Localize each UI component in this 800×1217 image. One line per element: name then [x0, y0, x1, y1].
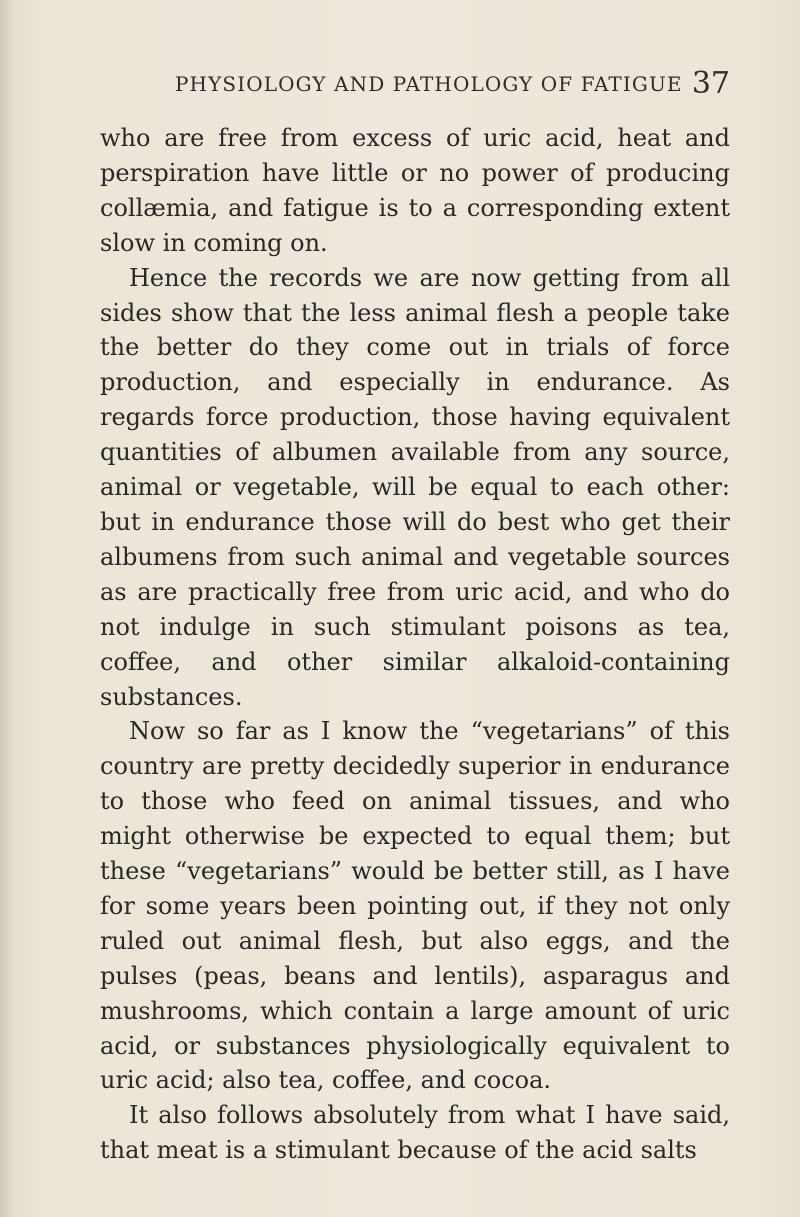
page-header [175, 66, 730, 102]
paragraph-continuation: who are free from excess of uric acid, heat and perspiration have little or no power of producing collæmia, and fatigue is to a corresponding extent slow in coming on. [100, 124, 730, 257]
body-text [100, 121, 730, 1168]
paragraph: Now so far as I know the “vegetarians” of this country are pretty decidedly superior in endurance to those who feed on animal tissues, and who might otherwise be expected to equal them; but these “vegetarians” would be better still, as I have for some years been pointing out, if they not only ruled out animal flesh, but also eggs, and the pulses (peas, beans and lentils), asparagus and mushrooms, which contain a large amount of uric acid, or substances physiologically equivalent to uric acid; also tea, coffee, and cocoa. [100, 717, 730, 1095]
page-number: 37 [691, 66, 730, 101]
paragraph: Hence the records we are now getting from all sides show that the less animal flesh a people take the better do they come out in trials of force production, and especially in endurance. As regards force production, those having equivalent quantities of albumen available from any source, animal or vegetable, will be equal to each other: but in endurance those will do best who get their albumens from such animal and vegetable sources as are practically free from uric acid, and who do not indulge in such stimulant poisons as tea, coffee, and other similar alkaloid-containing substances. [100, 263, 730, 711]
running-head: PHYSIOLOGY AND PATHOLOGY OF FATIGUE [175, 72, 683, 96]
page-gutter [0, 0, 14, 1217]
paragraph: It also follows absolutely from what I have said, that meat is a stimulant because of the acid salts [100, 1101, 730, 1165]
